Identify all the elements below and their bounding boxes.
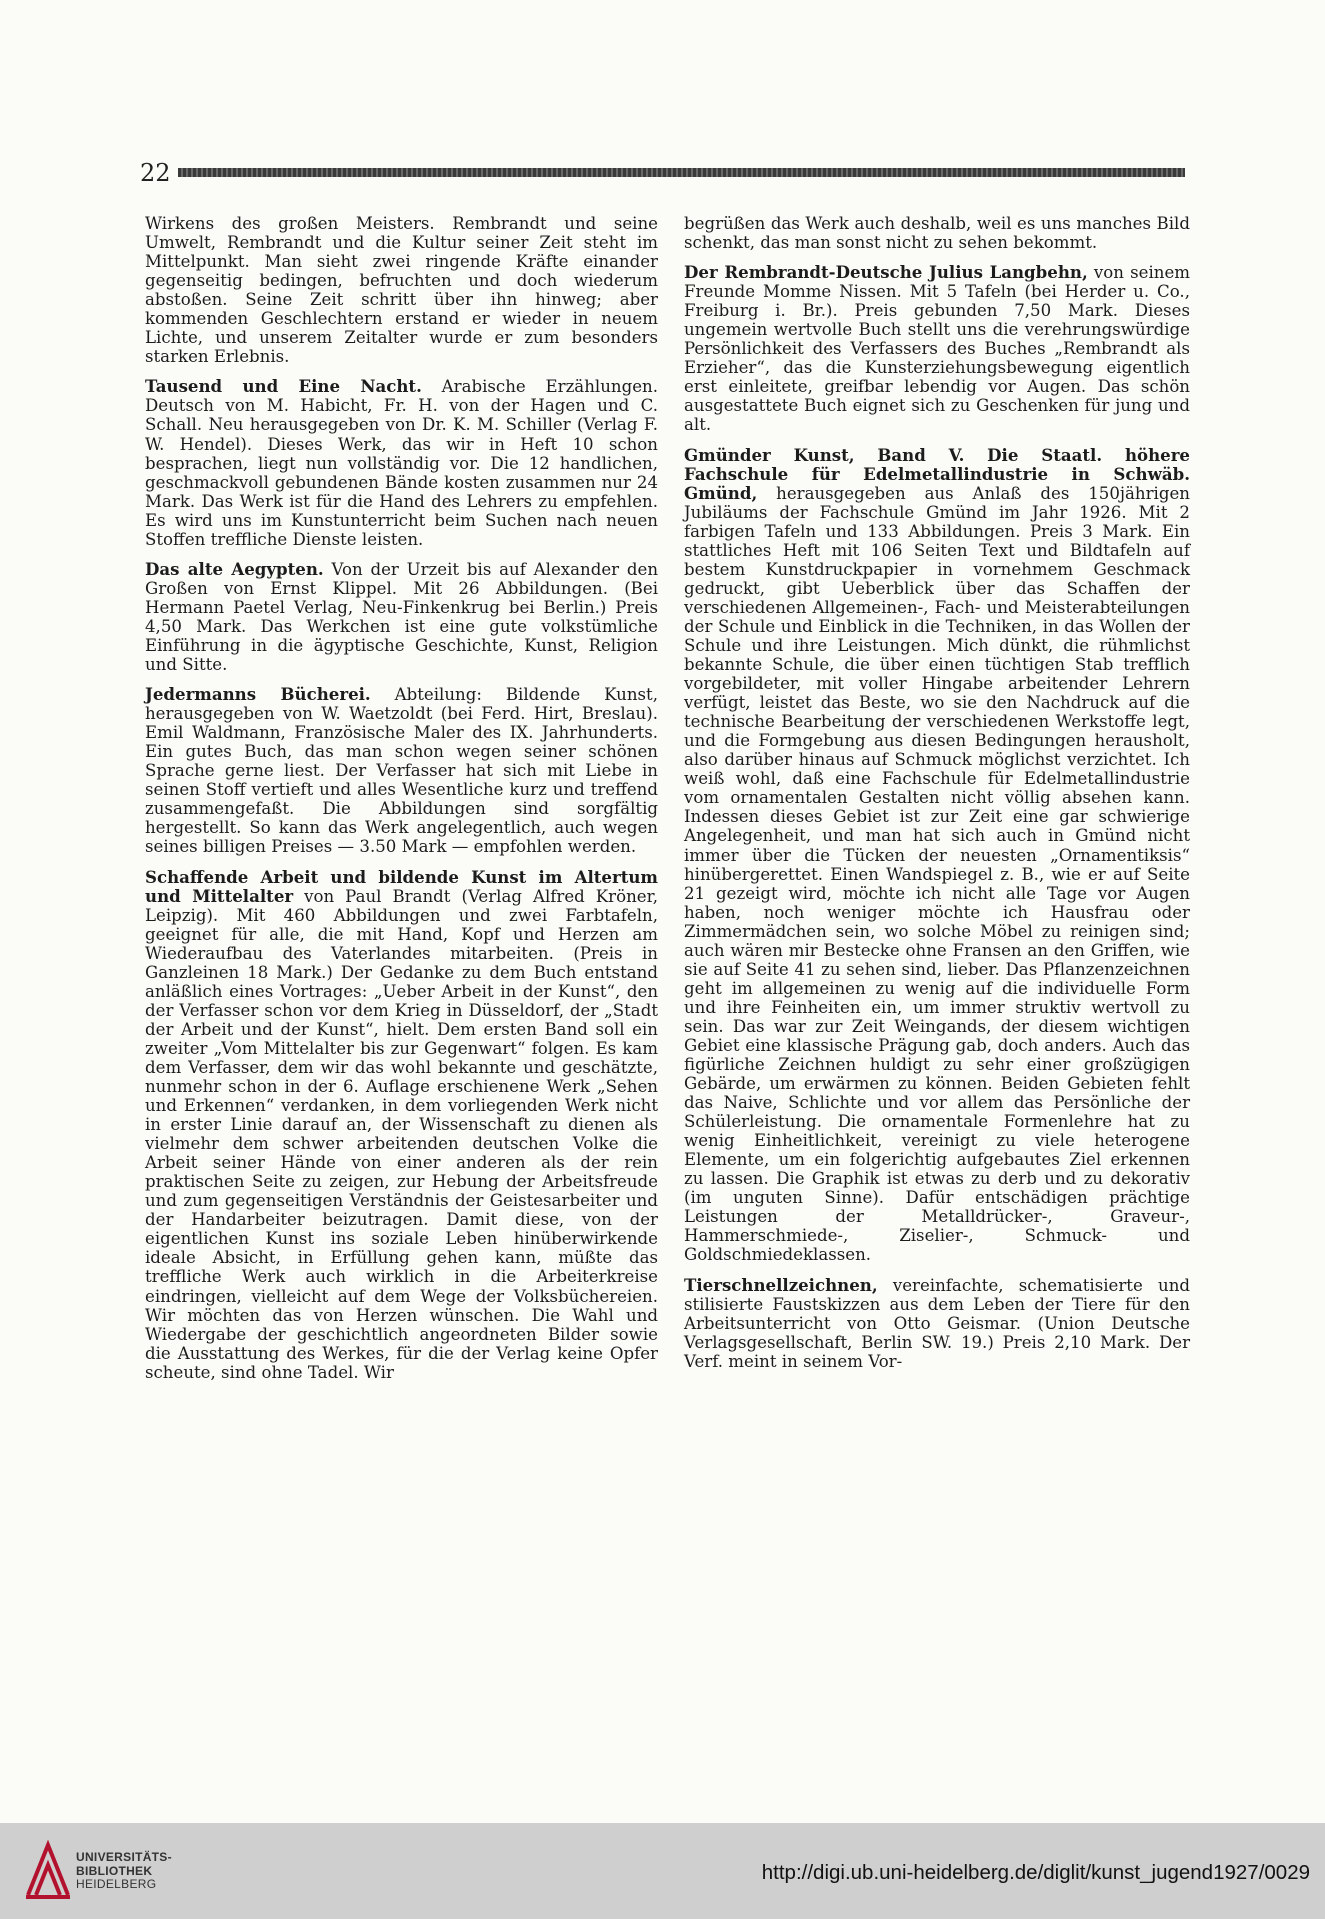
viewer-footer — [0, 1823, 1325, 1919]
right-column — [684, 214, 1190, 1382]
left-column — [145, 214, 658, 1393]
entry-title: Jedermanns Bücherei. — [145, 684, 371, 705]
entry-title: Schaffende Arbeit und bildende Kunst im Altertum und Mittelalter — [145, 866, 658, 906]
paragraph: Der Rembrandt-Deutsche Julius Langbehn, von seinem Freunde Momme Nissen. Mit 5 Tafeln (bei Herder u. Co., Freiburg i. Br.). Preis gebunden 7,50 Mark. Dieses ungemein wertvolle Buch stellt uns die verehrungswürdige Persönlichkeit des Verfassers des Buches „Rembrandt als Erzieher“, das die Kunsterziehungsbewegung eigentlich erst einleitete, greifbar lebendig vor Augen. Das schön ausgestattete Buch eignet sich zu Geschenken für jung und alt. — [684, 262, 1191, 435]
entry-title: Gmünder Kunst, Band V. Die Staatl. höhere Fachschule für Edelmetallindustrie in Schwäb. Gmünd, — [684, 444, 1190, 503]
entry-title: Der Rembrandt-Deutsche Julius Langbehn, — [684, 262, 1088, 283]
header-rule — [178, 168, 1185, 177]
paragraph: Tierschnellzeichnen, vereinfachte, schematisierte und stilisierte Faustskizzen aus dem Leben der Tiere für den Arbeitsunterricht von Otto Geismar. (Union Deutsche Verlagsgesellschaft, Berlin SW. 19.) Preis 2,10 Mark. Der Verf. meint in seinem Vor- — [684, 1274, 1190, 1371]
paragraph: Wirkens des großen Meisters. Rembrandt und seine Umwelt, Rembrandt und die Kultur seiner Zeit steht im Mittelpunkt. Man sieht zwei ringende Kräfte einander gegenseitig bedingen, befruchten und doch wiederum abstoßen. Seine Zeit schritt über ihn hinweg; aber kommenden Geschlechtern erstand er wieder in neuem Lichte, und unserem Zeitalter wurde er zum besonders starken Erlebnis. — [145, 214, 658, 367]
source-url-link[interactable]: http://digi.ub.uni-heidelberg.de/diglit/kunst_jugend1927/0029 — [761, 1861, 1310, 1884]
library-logo-icon — [22, 1839, 74, 1901]
page-number: 22 — [140, 159, 171, 187]
paragraph: Das alte Aegypten. Von der Urzeit bis auf Alexander den Großen von Ernst Klippel. Mit 26 Abbildungen. (Bei Hermann Paetel Verlag, Neu-Finkenkrug bei Berlin.) Preis 4,50 Mark. Das Werkchen ist eine gute volkstümliche Einführung in die ägyptische Geschichte, Kunst, Religion und Sitte. — [145, 558, 659, 675]
library-name: UNIVERSITÄTS- BIBLIOTHEK HEIDELBERG — [76, 1850, 172, 1891]
paragraph: Tausend und Eine Nacht. Arabische Erzählungen. Deutsch von M. Habicht, Fr. H. von der Hagen und C. Schall. Neu herausgegeben von Dr. K. M. Schiller (Verlag F. W. Hendel). Dieses Werk, das wir in Heft 10 schon besprachen, liegt nun vollständig vor. Die 12 handlichen, geschmackvoll gebundenen Bände kosten zusammen nur 24 Mark. Das Werk ist für die Hand des Lehrers zu empfehlen. Es wird uns im Kunstunterricht beim Suchen nach neuen Stoffen treffliche Dienste leisten. — [145, 376, 658, 549]
paragraph: Gmünder Kunst, Band V. Die Staatl. höhere Fachschule für Edelmetallindustrie in Schwäb. Gmünd, herausgegeben aus Anlaß des 150jährigen Jubiläums der Fachschule Gmünd im Jahr 1926. Mit 2 farbigen Tafeln und 133 Abbildungen. Preis 3 Mark. Ein stattliches Heft mit 106 Seiten Text und Bildtafeln auf bestem Kunstdruckpapier in vornehmem Geschmack gedruckt, gibt Ueberblick über das Schaffen der verschiedenen Allgemeinen-, Fach- und Meisterabteilungen der Schule und Einblick in die Techniken, in das Wollen der Schule und ihre Leistungen. Mich dünkt, die rühmlichst bekannte Schule, die über einen tüchtigen Stab trefflich vorgebildeter, mit voller Hingabe arbeitender Lehrern verfügt, leistet das Beste, wo sie den Nachdruck auf die technische Bearbeitung der verschiedenen Werkstoffe legt, und die Formgebung aus diesen Bedingungen herausholt, also darüber hinaus auf Schmuck möglichst verzichtet. Ich weiß wohl, daß eine Fachschule für Edelmetallindustrie vom ornamentalen Gestalten nicht völlig absehen kann. Indessen dieses Gebiet ist zur Zeit eine gar schwierige Angelegenheit, und man hat sich auch in Gmünd nicht immer über die Tücken der neuesten „Ornamentiksis“ hinübergerettet. Einen Wandspiegel z. B., wie er auf Seite 21 gezeigt wird, möchte ich nicht alle Tage vor Augen haben, noch weniger möchte ich Hausfrau oder Zimmermädchen sein, wo solche Möbel zu reinigen sind; auch wären mir Bestecke ohne Fransen an den Griffen, wie sie auf Seite 41 zu sehen sind, lieber. Das Pflanzenzeichnen geht im allgemeinen zu wenig auf die individuelle Form und ihre Feinheiten ein, um immer struktiv wertvoll zu sein. Das war zur Zeit Weingands, der diesem wichtigen Gebiet eine klassische Prägung gab, doch anders. Auch das figürliche Zeichnen huldigt zu sehr einer großzügigen Gebärde, um erwärmen zu können. Beiden Gebieten fehlt das Naive, Schlichte und vor allem das Persönliche der Schülerleistung. Die ornamentale Formenlehre hat zu wenig Einheitlichkeit, vereinigt zu viele heterogene Elemente, um ein folgerichtig aufgebautes Ziel erkennen zu lassen. Die Graphik ist etwas zu derb und zu dekorativ (im unguten Sinne). Dafür entschädigen prächtige Leistungen der Metalldrücker-, Graveur-, Hammerschmiede-, Ziselier-, Schmuck- und Goldschmiedeklassen. — [684, 444, 1190, 1265]
entry-title: Tausend und Eine Nacht. — [145, 376, 422, 397]
paragraph: begrüßen das Werk auch deshalb, weil es uns manches Bild schenkt, das man sonst nicht zu sehen bekommt. — [684, 214, 1190, 253]
page-header — [140, 158, 1185, 188]
paragraph: Schaffende Arbeit und bildende Kunst im Altertum und Mittelalter von Paul Brandt (Verlag Alfred Kröner, Leipzig). Mit 460 Abbildungen und zwei Farbtafeln, geeignet für alle, die mit Hand, Kopf und Herzen am Wiederaufbau des Vaterlandes mitarbeiten. (Preis in Ganzleinen 18 Mark.) Der Gedanke zu dem Buch entstand anläßlich eines Vortrages: „Ueber Arbeit in der Kunst“, den der Verfasser schon vor dem Krieg in Düsseldorf, der „Stadt der Arbeit und der Kunst“, hielt. Dem ersten Band soll ein zweiter „Vom Mittelalter bis zur Gegenwart“ folgen. Es kam dem Verfasser, dem wir das wohl bekannte und geschätzte, nunmehr schon in der 6. Auflage erschienene Werk „Sehen und Erkennen“ verdanken, in dem vorliegenden Werk nicht in erster Linie darauf an, der Wissenschaft zu dienen als vielmehr dem schwer arbeitenden deutschen Volke die Arbeit seiner Hände von einer anderen als der rein praktischen Seite zu zeigen, zur Hebung der Arbeitsfreude und zum gegenseitigen Verständnis der Geistesarbeiter und der Handarbeiter beizutragen. Damit diese, von der eigentlichen Kunst ins soziale Leben hinüberwirkende ideale Absicht, in Erfüllung gehen kann, müßte das treffliche Werk auch wirklich in die Arbeiterkreise eindringen, vielleicht auf dem Wege der Volksbüchereien. Wir möchten das von Herzen wünschen. Die Wahl und Wiedergabe der geschichtlich angeordneten Bilder sowie die Ausstattung des Werkes, für die der Verlag keine Opfer scheute, sind ohne Tadel. Wir — [145, 866, 658, 1382]
entry-title: Das alte Aegypten. — [145, 558, 324, 579]
paragraph: Jedermanns Bücherei. Abteilung: Bildende Kunst, herausgegeben von W. Waetzoldt (bei Ferd. Hirt, Breslau). Emil Waldmann, Französische Maler des IX. Jahrhunderts. Ein gutes Buch, das man schon wegen seiner schönen Sprache gerne liest. Der Verfasser hat sich mit Liebe in seinen Stoff vertieft und alles Wesentliche kurz und treffend zusammengefaßt. Die Abbildungen sind sorgfältig hergestellt. So kann das Werk angelegentlich, auch wegen seines billigen Preises — 3.50 Mark — empfohlen werden. — [145, 684, 658, 857]
entry-title: Tierschnellzeichnen, — [684, 1274, 878, 1295]
